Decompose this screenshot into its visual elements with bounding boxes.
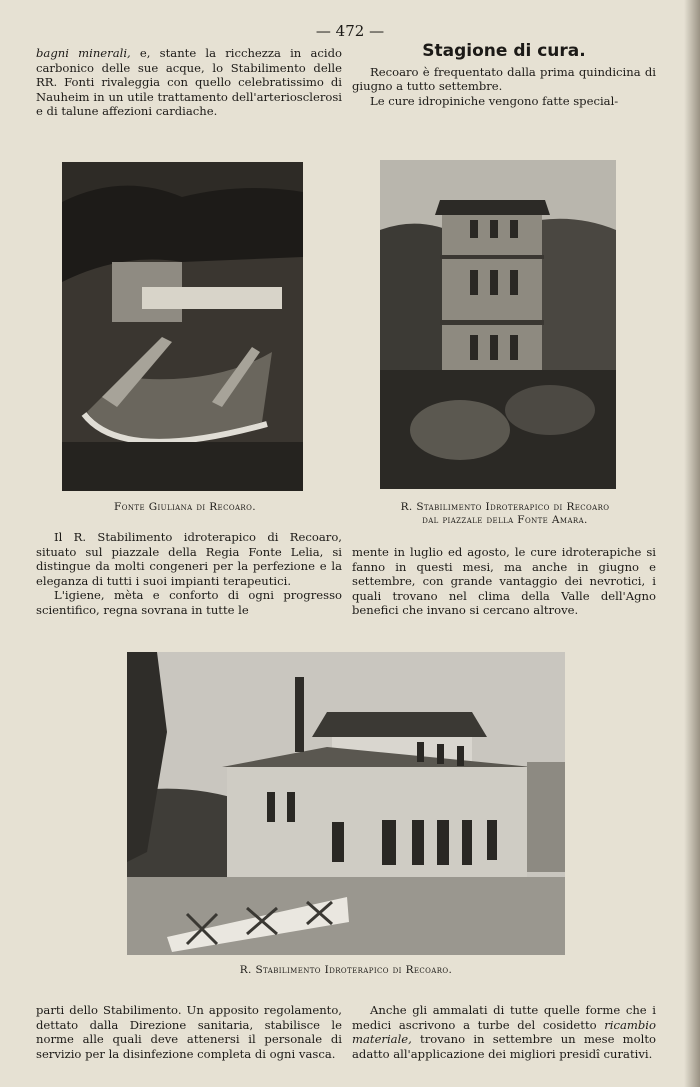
paragraph	[352, 1003, 656, 1061]
italic-phrase: ricambio materiale,	[352, 1017, 656, 1047]
section-heading: Stagione di cura.	[422, 41, 586, 61]
photo-stabilimento-piazzale	[380, 160, 616, 489]
paragraph-text: e, stante la ricchezza in acido carbonico delle sue acque, lo Stabilimento delle RR. Fonti rivaleggia con quello celebratissimo di Nauheim in un utile trattamento dell'arteriosclerosi e di talune affezioni cardiache.	[36, 46, 342, 119]
left-top-text	[36, 46, 342, 119]
paragraph-text: trovano in settembre un mese molto adatto all'applicazione dei migliori presidî curativi.	[352, 1032, 656, 1061]
paragraph: Recoaro è frequentato dalla prima quindicina di giugno a tutto settembre.	[352, 64, 656, 94]
photo-stabilimento	[127, 652, 565, 955]
photo-fonte-giuliana-image	[62, 162, 303, 491]
paragraph: Il R. Stabilimento idroterapico di Recoaro, situato sul piazzale della Regia Fonte Lelia, si distingue da molti congeneri per la perfezione e la eleganza di tutti i suoi impianti terapeutici.	[36, 530, 342, 588]
caption-fonte-giuliana: Fonte Giuliana di Recoaro.	[114, 501, 256, 513]
caption-line: R. Stabilimento Idroterapico di Recoaro	[400, 501, 610, 513]
right-middle-text	[352, 545, 656, 618]
page-number: — 472 —	[315, 22, 385, 40]
paragraph	[36, 46, 342, 119]
right-top-text	[352, 41, 656, 108]
caption-stabilimento: R. Stabilimento Idroterapico di Recoaro.	[239, 964, 453, 976]
photo-fonte-giuliana	[62, 162, 303, 491]
photo-stabilimento-piazzale-image	[380, 160, 616, 489]
right-bottom-text	[352, 1003, 656, 1061]
paragraph-text: Anche gli ammalati di tutte quelle forme che i medici ascrivono a turbe del cosidetto	[352, 1003, 656, 1032]
caption-line: dal piazzale della Fonte Amara.	[422, 514, 588, 526]
left-middle-text	[36, 530, 342, 618]
italic-phrase: bagni minerali,	[36, 46, 131, 60]
photo-stabilimento-image	[127, 652, 565, 955]
paragraph: parti dello Stabilimento. Un apposito regolamento, dettato dalla Direzione sanitaria, stabilisce le norme alle quali deve attenersi il personale di servizio per la disinfezione completa di ogni vasca.	[36, 1003, 342, 1061]
paragraph: mente in luglio ed agosto, le cure idroterapiche si fanno in questi mesi, ma anche in giugno e settembre, con grande vantaggio dei nevrotici, i quali trovano nel clima della Valle dell'Agno benefici che invano si cercano altrove.	[352, 545, 656, 618]
left-bottom-text	[36, 1003, 342, 1061]
paragraph: L'igiene, mèta e conforto di ogni progresso scientifico, regna sovrana in tutte le	[36, 588, 342, 617]
caption-stabilimento-piazzale	[345, 501, 665, 527]
paragraph: Le cure idropiniche vengono fatte special-	[370, 93, 619, 108]
